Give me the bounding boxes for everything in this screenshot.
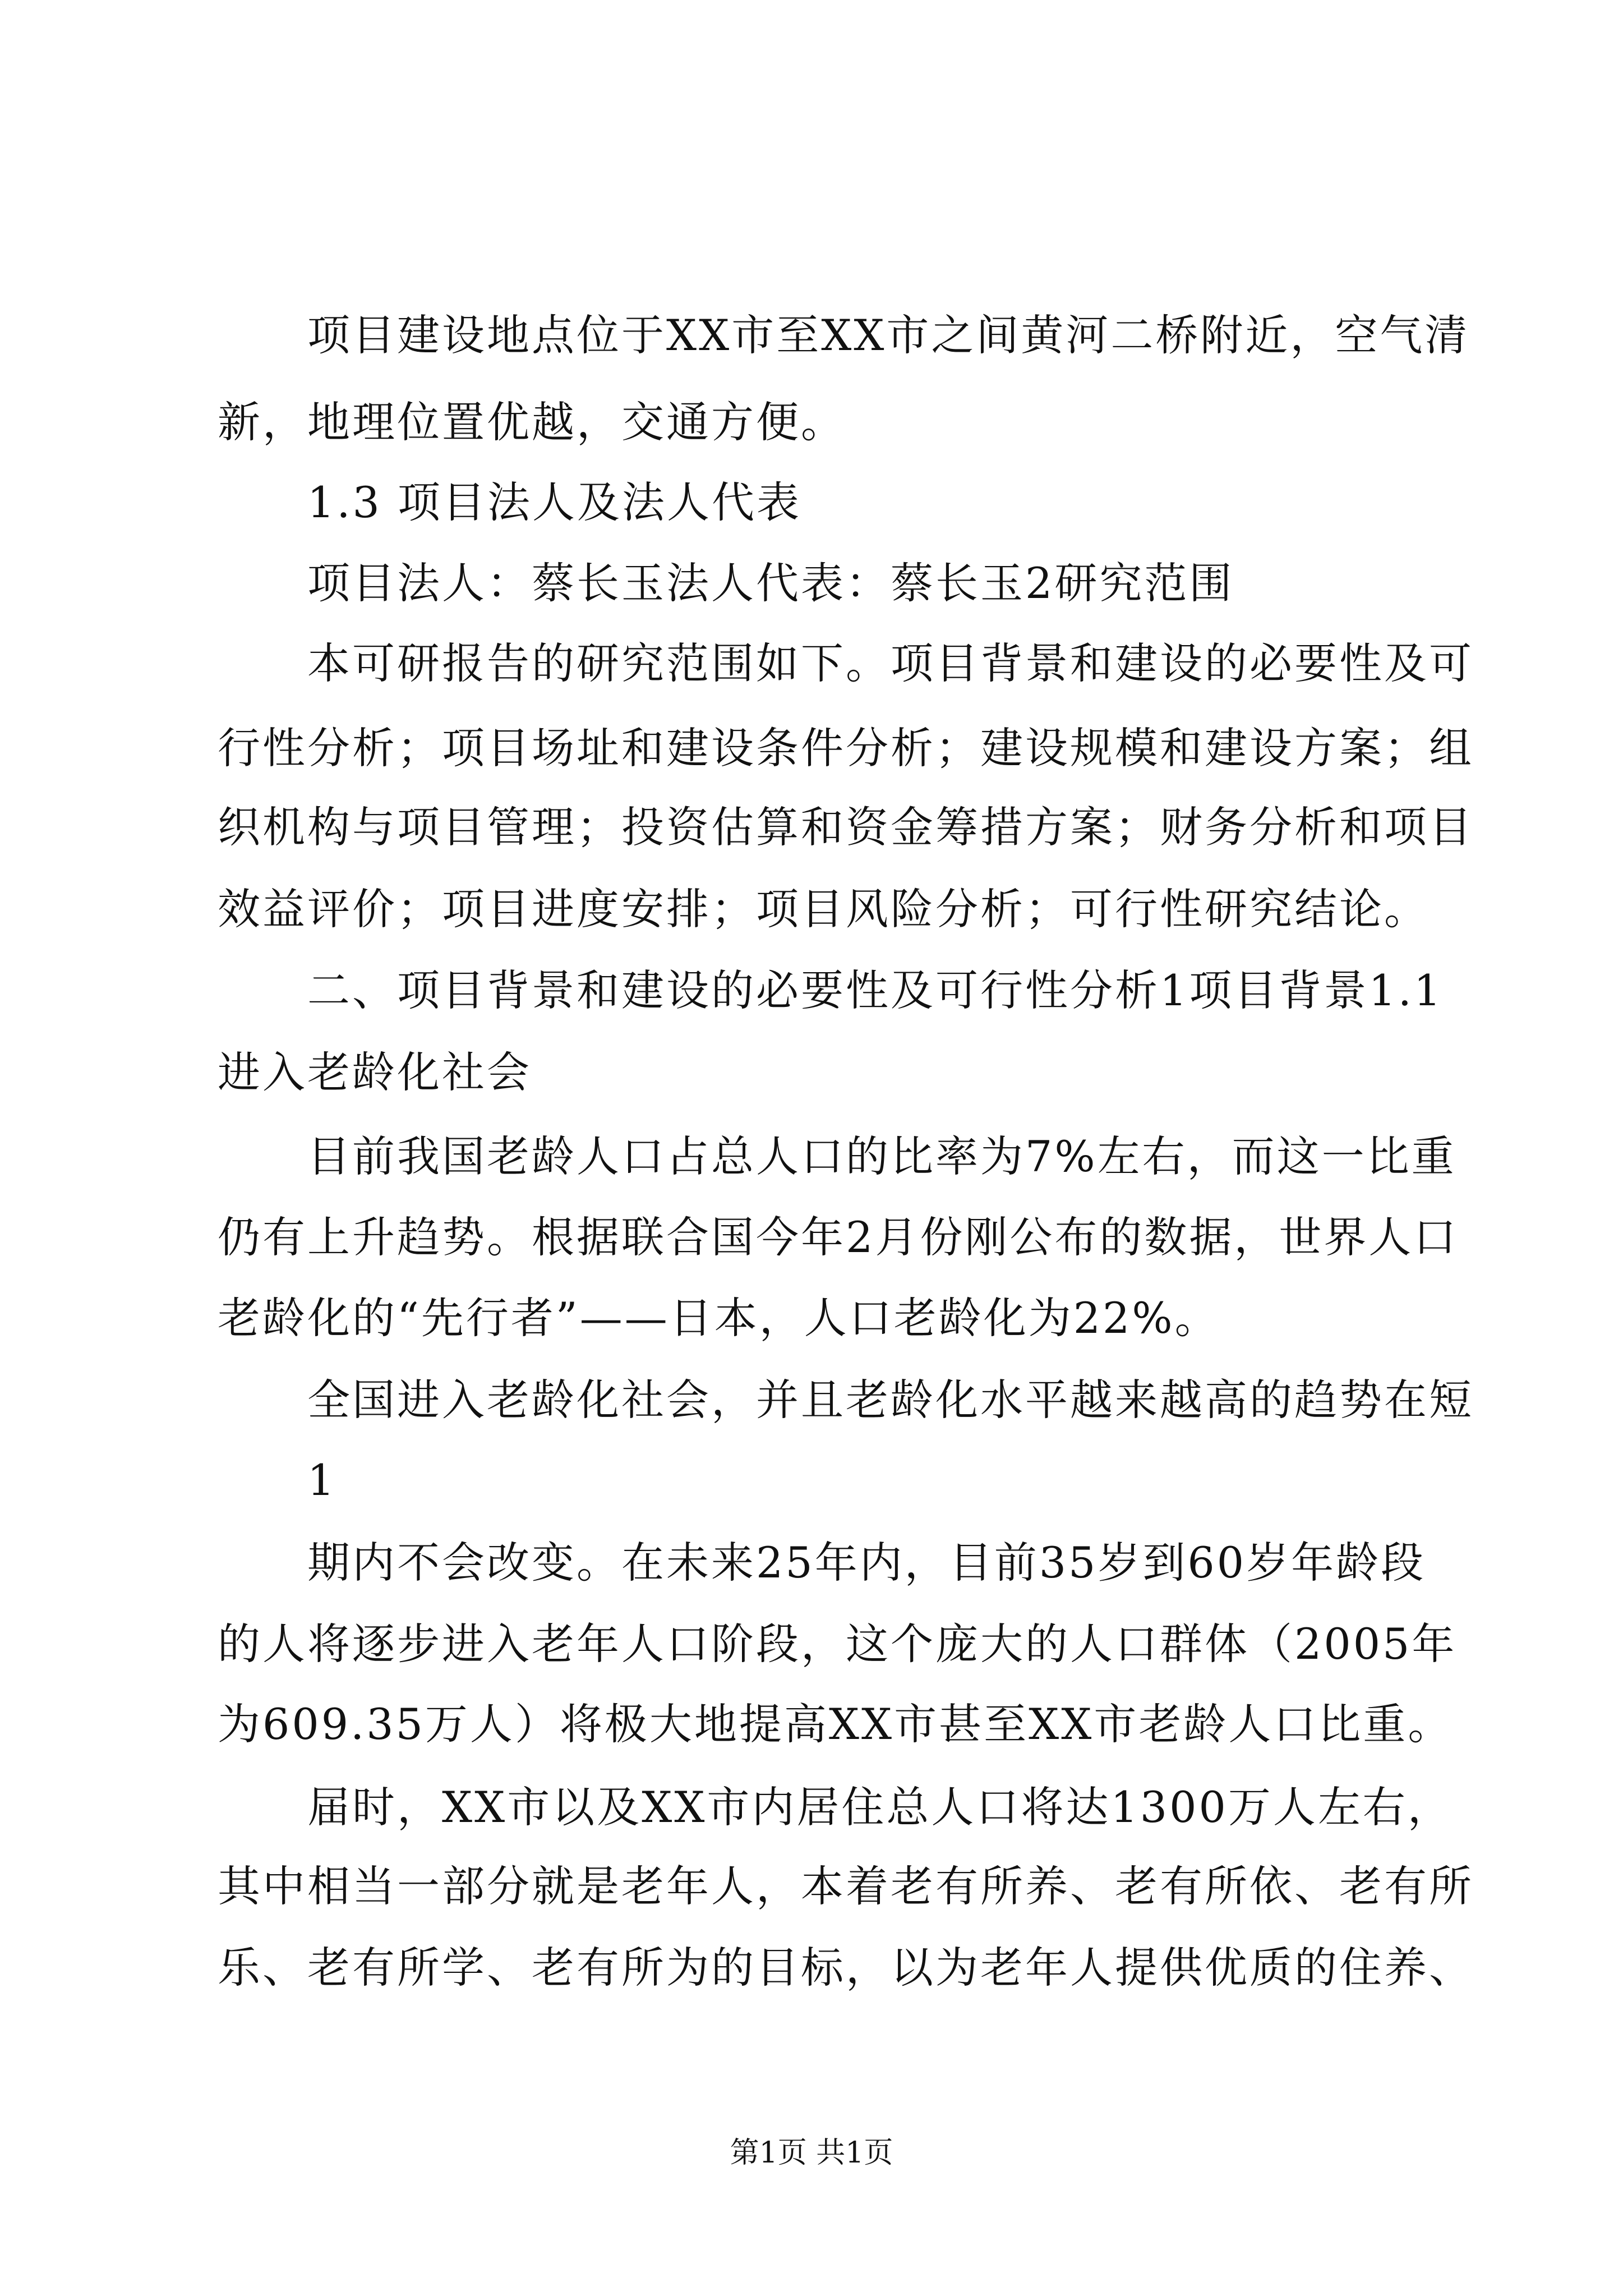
text-line: 效益评价；项目进度安排；项目风险分析；可行性研究结论。	[218, 884, 1429, 934]
text-line: 项目法人：蔡长玉法人代表：蔡长玉2研究范围	[307, 558, 1234, 608]
text-line: 织机构与项目管理；投资估算和资金筹措方案；财务分析和项目	[218, 802, 1474, 852]
text-line: 老龄化的“先行者”——日本，人口老龄化为22%。	[218, 1293, 1220, 1343]
page-footer: 第1页 共1页	[730, 2136, 893, 2170]
text-line: 新，地理位置优越，交通方便。	[218, 397, 846, 447]
text-line: 其中相当一部分就是老年人，本着老有所养、老有所依、老有所	[218, 1861, 1474, 1911]
text-line: 行性分析；项目场址和建设条件分析；建设规模和建设方案；组	[218, 723, 1474, 773]
section-heading: 1.3 项目法人及法人代表	[307, 477, 802, 527]
text-line: 为609.35万人）将极大地提高XX市甚至XX市老龄人口比重。	[218, 1699, 1453, 1749]
text-line: 全国进入老龄化社会，并且老龄化水平越来越高的趋势在短	[307, 1375, 1474, 1425]
text-line: 乐、老有所学、老有所为的目标，以为老年人提供优质的住养、	[218, 1943, 1474, 1993]
text-line: 的人将逐步进入老年人口阶段，这个庞大的人口群体（2005年	[218, 1619, 1457, 1669]
section-heading: 二、项目背景和建设的必要性及可行性分析1项目背景1.1	[307, 965, 1444, 1015]
text-line: 目前我国老龄人口占总人口的比率为7%左右，而这一比重	[307, 1131, 1456, 1181]
text-line: 项目建设地点位于XX市至XX市之间黄河二桥附近，空气清	[307, 310, 1470, 360]
section-heading: 进入老龄化社会	[218, 1047, 532, 1097]
text-line: 本可研报告的研究范围如下。项目背景和建设的必要性及可	[307, 638, 1474, 688]
inline-page-number: 1	[307, 1455, 337, 1505]
text-line: 届时，XX市以及XX市内居住总人口将达1300万人左右，	[307, 1782, 1453, 1832]
text-line: 期内不会改变。在未来25年内，目前35岁到60岁年龄段	[307, 1538, 1426, 1588]
text-line: 仍有上升趋势。根据联合国今年2月份刚公布的数据，世界人口	[218, 1212, 1459, 1262]
